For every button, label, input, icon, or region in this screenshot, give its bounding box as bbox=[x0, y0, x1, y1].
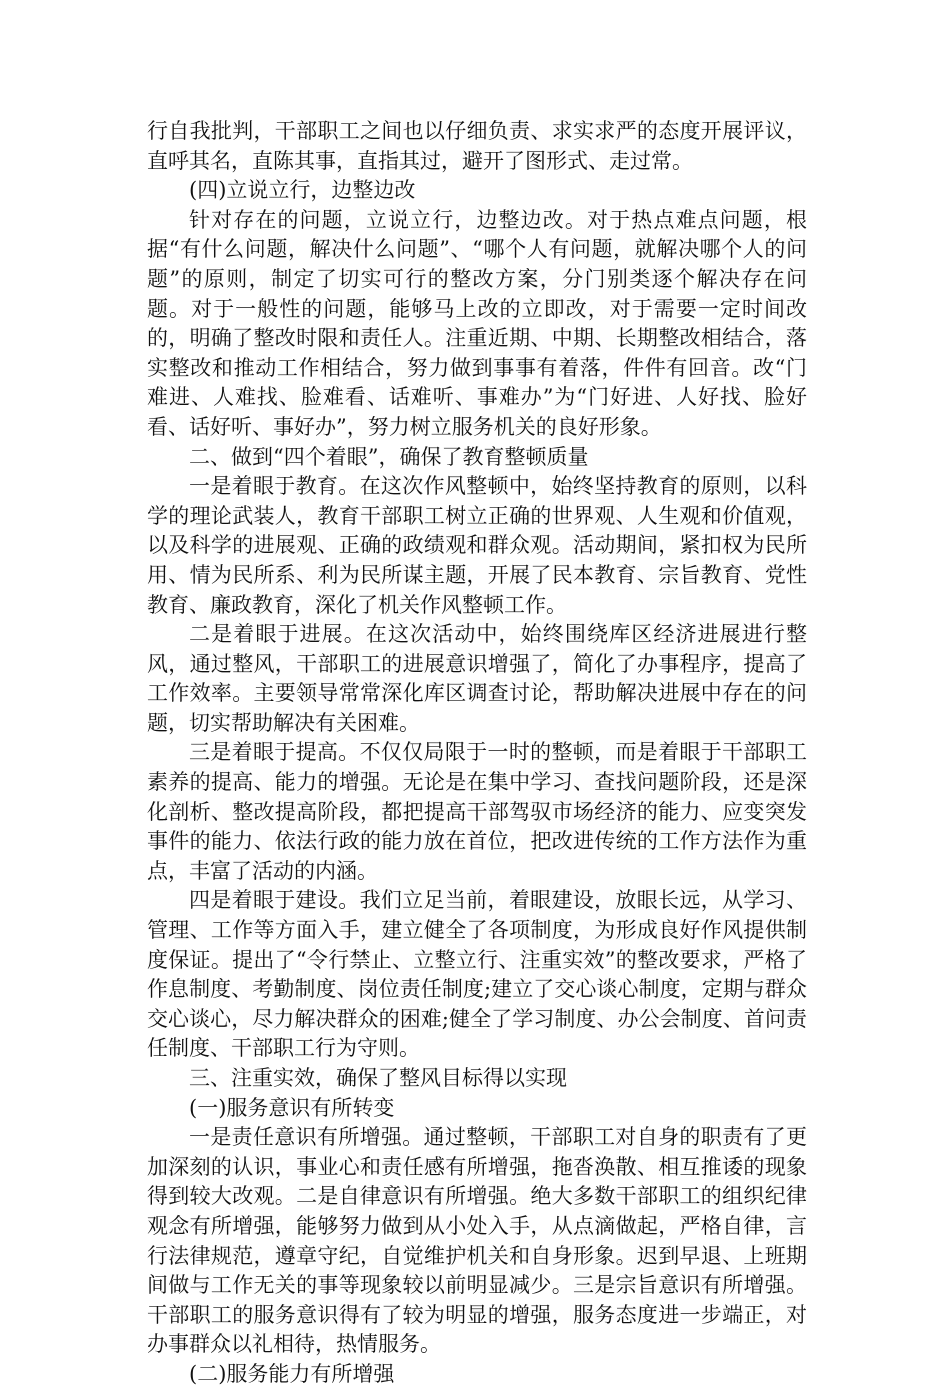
paragraph-service-awareness: 一是责任意识有所增强。通过整顿，干部职工对自身的职责有了更加深刻的认识，事业心和责任感有所增强，拖沓涣散、相互推诿的现象得到较大改观。二是自律意识有所增强。绝大多数干部职工的组织纪律观念有所增强，能够努力做到从小处入手，从点滴做起，严格自律，言行法律规范，遵章守纪，自觉维护机关和自身形象。迟到早退、上班期间做与工作无关的事等现象较以前明显减少。三是宗旨意识有所增强。干部职工的服务意识得有了较为明显的增强，服务态度进一步端正，对办事群众以礼相待，热情服务。 bbox=[147, 1125, 807, 1357]
document-page bbox=[147, 117, 807, 1390]
section-heading-4-immediate-rectification: (四)立说立行，边整边改 bbox=[189, 178, 416, 203]
paragraph-focus-education: 一是着眼于教育。在这次作风整顿中，始终坚持教育的原则，以科学的理论武装人，教育干部职工树立正确的世界观、人生观和价值观，以及科学的进展观、正确的政绩观和群众观。活动期间，紧扣权为民所用、情为民所系、利为民所谋主题，开展了民本教育、宗旨教育、党性教育、廉政教育，深化了机关作风整顿工作。 bbox=[147, 474, 807, 617]
paragraph-rectification: 针对存在的问题，立说立行，边整边改。对于热点难点问题，根据“有什么问题，解决什么问题”、“哪个人有问题，就解决哪个人的问题”的原则，制定了切实可行的整改方案，分门别类逐个解决存在问题。对于一般性的问题，能够马上改的立即改，对于需要一定时间改的，明确了整改时限和责任人。注重近期、中期、长期整改相结合，落实整改和推动工作相结合，努力做到事事有着落，件件有回音。改“门难进、人难找、脸难看、话难听、事难办”为“门好进、人好找、脸好看、话好听、事好办”，努力树立服务机关的良好形象。 bbox=[147, 207, 807, 439]
subsection-heading-service-awareness: (一)服务意识有所转变 bbox=[189, 1095, 395, 1120]
paragraph-focus-development: 二是着眼于进展。在这次活动中，始终围绕库区经济进展进行整风，通过整风，干部职工的进展意识增强了，简化了办事程序，提高了工作效率。主要领导常常深化库区调查讨论，帮助解决进展中存在的问题，切实帮助解决有关困难。 bbox=[147, 622, 807, 735]
subsection-heading-service-capability: (二)服务能力有所增强 bbox=[189, 1361, 395, 1386]
paragraph-continuation: 行自我批判，干部职工之间也以仔细负责、求实求严的态度开展评议，直呼其名，直陈其事，直指其过，避开了图形式、走过常。 bbox=[147, 119, 807, 173]
paragraph-focus-construction: 四是着眼于建设。我们立足当前，着眼建设，放眼长远，从学习、管理、工作等方面入手，建立健全了各项制度，为形成良好作风提供制度保证。提出了“令行禁止、立整立行、注重实效”的整改要求，严格了作息制度、考勤制度、岗位责任制度;建立了交心谈心制度，定期与群众交心谈心，尽力解决群众的困难;健全了学习制度、办公会制度、首问责任制度、干部职工行为守则。 bbox=[147, 888, 807, 1061]
section-heading-practical-results: 三、注重实效，确保了整风目标得以实现 bbox=[189, 1066, 567, 1090]
paragraph-focus-improvement: 三是着眼于提高。不仅仅局限于一时的整顿，而是着眼于干部职工素养的提高、能力的增强。无论是在集中学习、查找问题阶段，还是深化剖析、整改提高阶段，都把提高干部驾驭市场经济的能力、应变突发事件的能力、依法行政的能力放在首位，把改进传统的工作方法作为重点，丰富了活动的内涵。 bbox=[147, 740, 807, 883]
section-heading-four-focuses: 二、做到“四个着眼”，确保了教育整顿质量 bbox=[189, 444, 589, 469]
